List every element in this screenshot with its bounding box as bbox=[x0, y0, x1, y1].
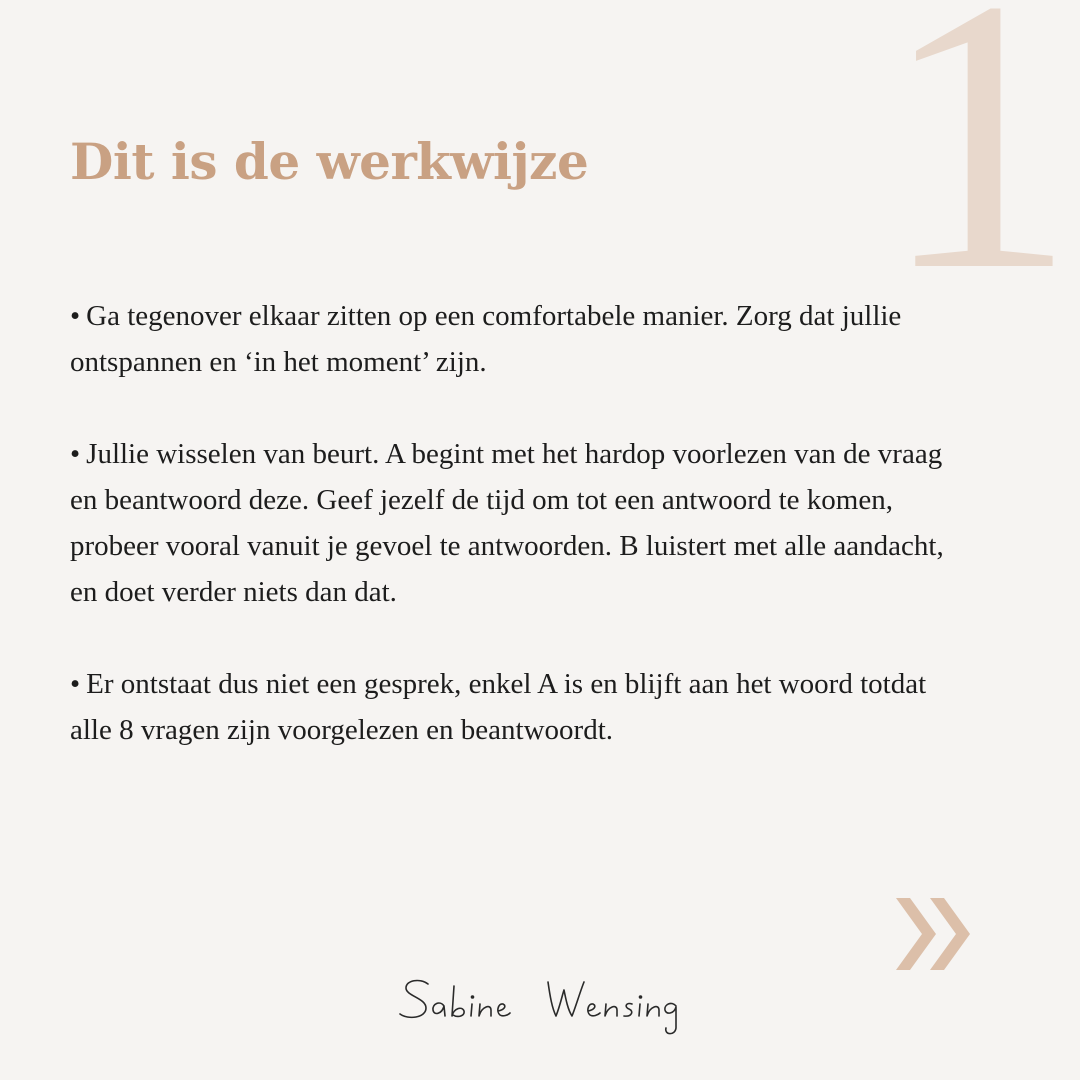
instruction-item bbox=[70, 293, 970, 385]
bullet: • bbox=[70, 668, 81, 700]
instruction-text: Er ontstaat dus niet een gesprek, enkel A is en blijft aan het woord totdat alle 8 vragen zijn voorgelezen en beantwoordt. bbox=[70, 668, 927, 746]
page-title: Dit is de werkwijze bbox=[70, 132, 589, 191]
instruction-text: Ga tegenover elkaar zitten op een comfortabele manier. Zorg dat jullie ontspannen en ‘in het moment’ zijn. bbox=[70, 300, 902, 378]
bullet: • bbox=[70, 300, 81, 332]
double-chevron-right-icon[interactable] bbox=[896, 898, 972, 970]
signature-logo bbox=[396, 972, 686, 1038]
instruction-text: Jullie wisselen van beurt. A begint met het hardop voorlezen van de vraag en beantwoord deze. Geef jezelf de tijd om tot een antwoord te komen, probeer vooral vanuit je gevoel te antwoorden. B luistert met alle aandacht, en doet verder niets dan dat. bbox=[70, 438, 944, 608]
instruction-item bbox=[70, 431, 970, 615]
page-number: 1 bbox=[881, 0, 1068, 351]
instruction-item bbox=[70, 661, 970, 753]
instructions-list bbox=[70, 293, 970, 799]
bullet: • bbox=[70, 438, 81, 470]
